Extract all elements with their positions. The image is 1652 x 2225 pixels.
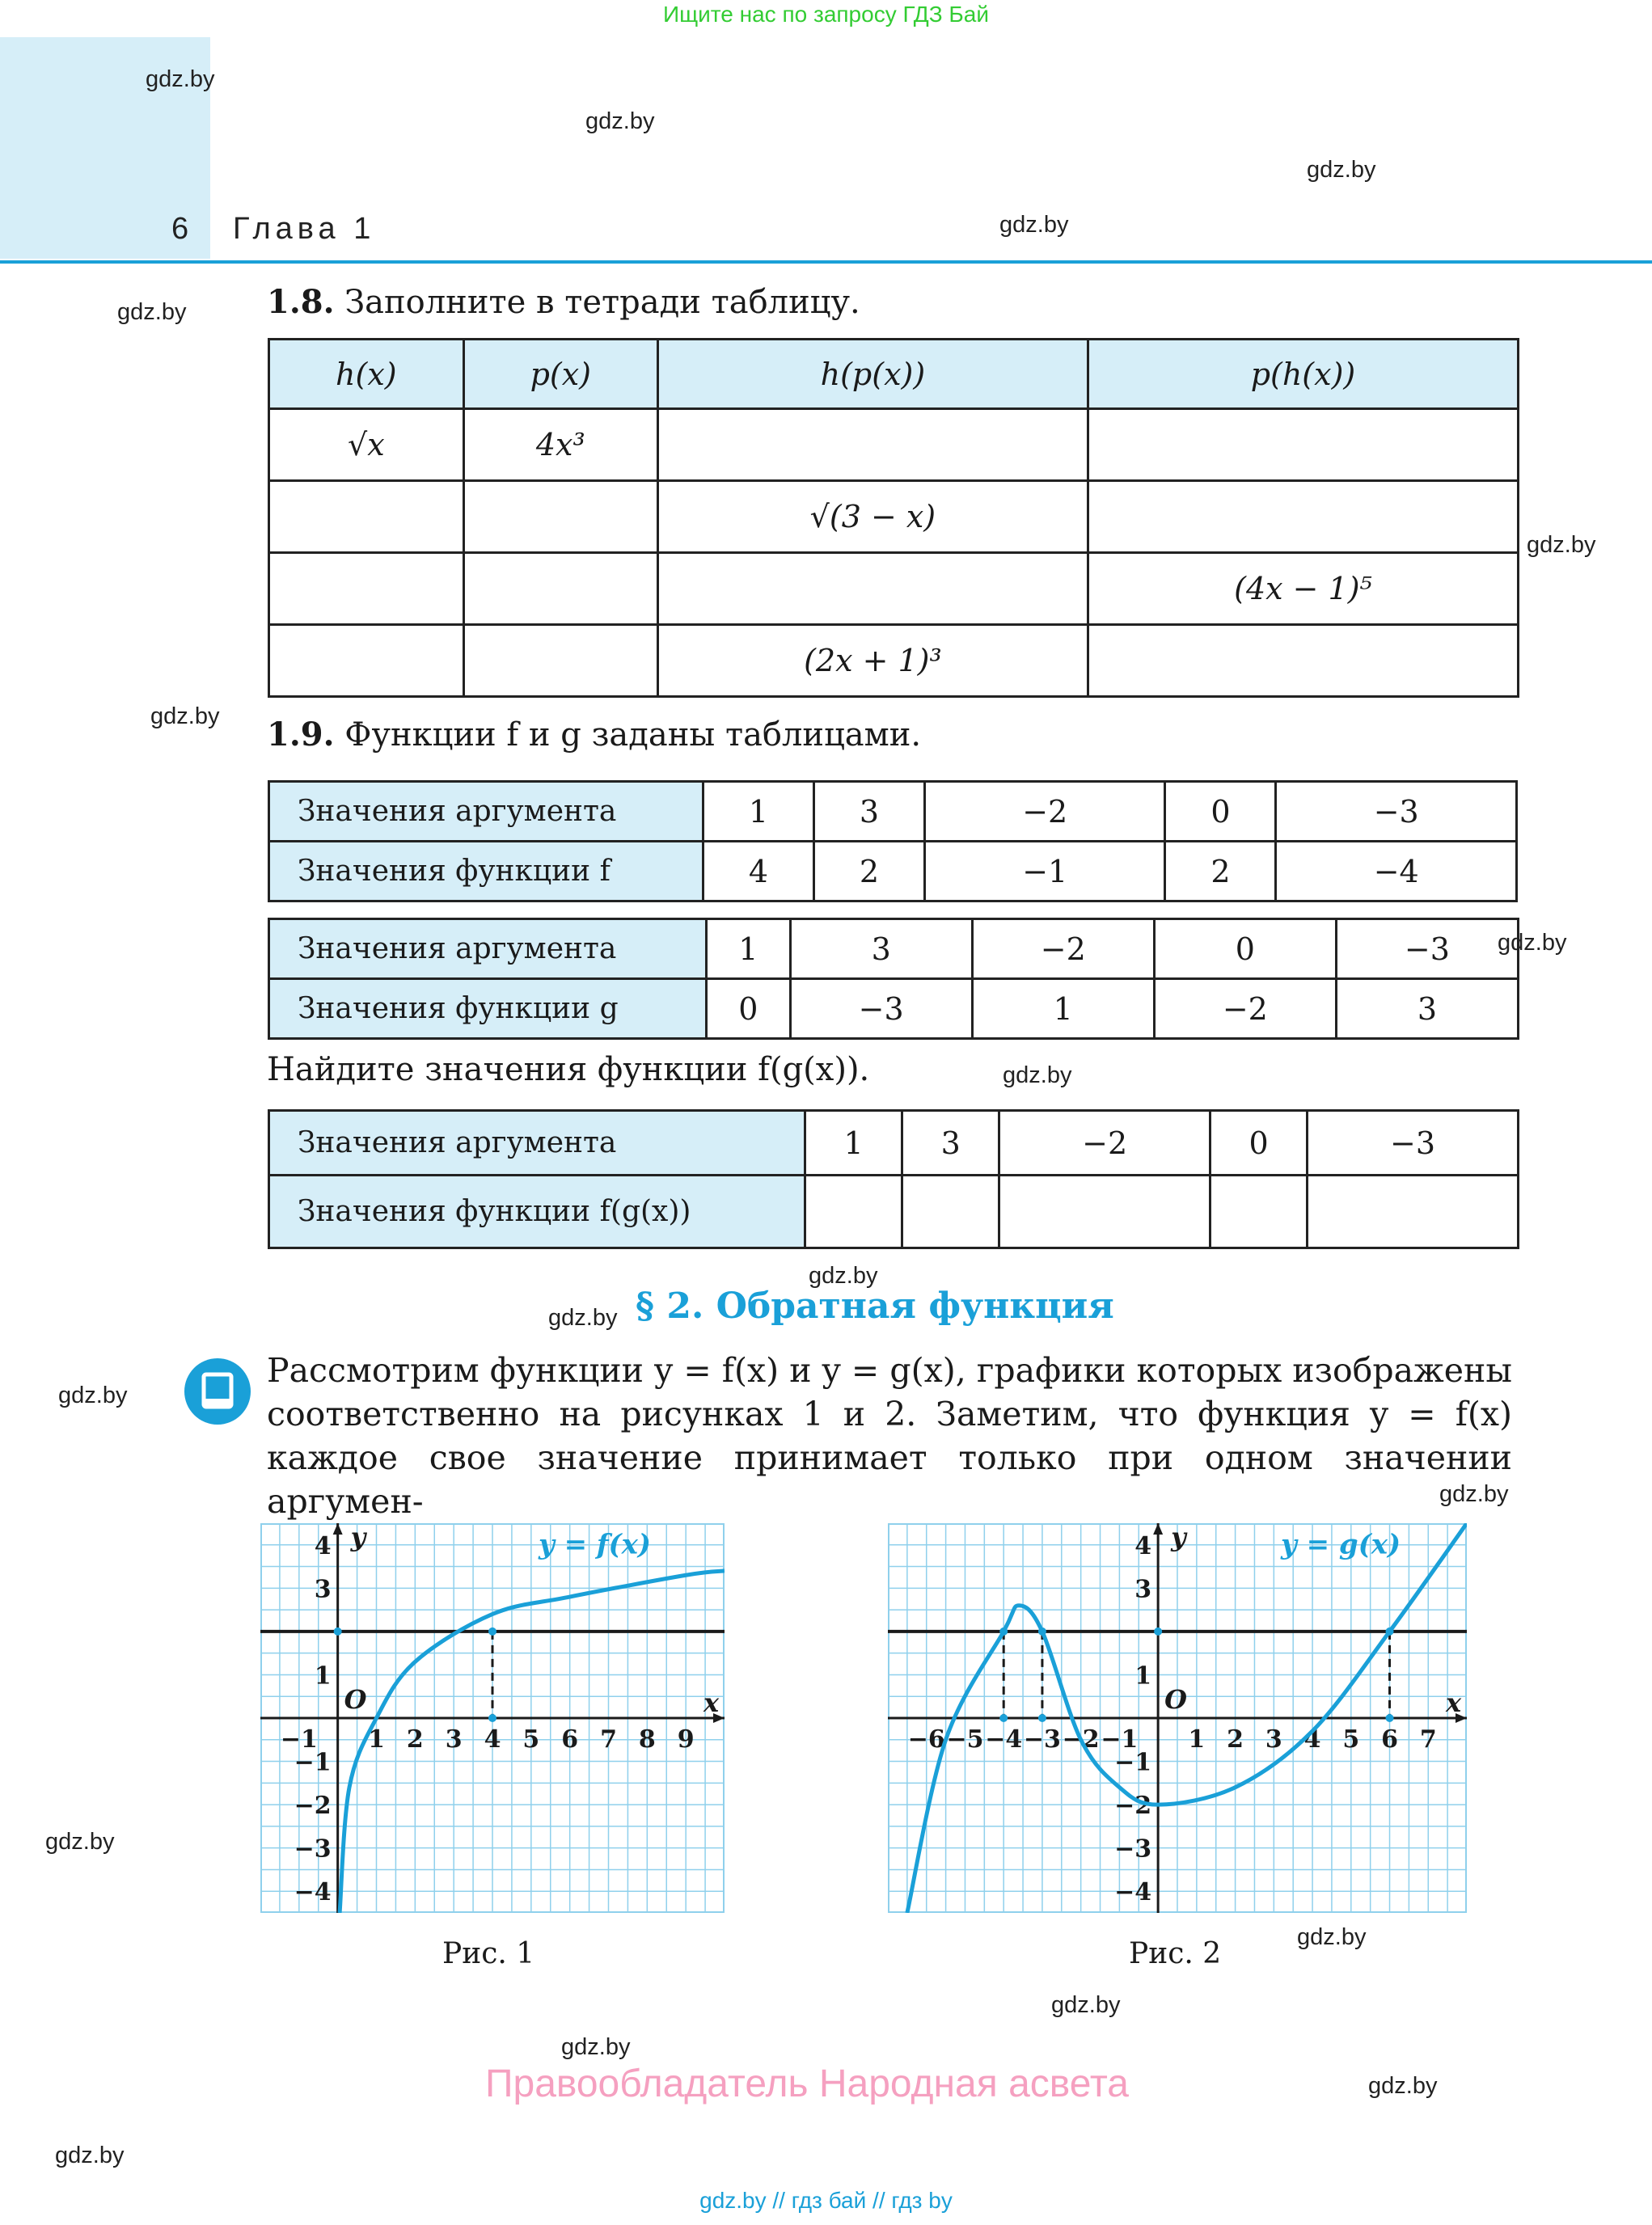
table-cell (463, 553, 657, 625)
table-header: h(x) (269, 340, 464, 409)
series-label: y = f(x) (539, 1528, 651, 1561)
y-tick-label: 1 (314, 1661, 332, 1691)
table-cell: −1 (925, 842, 1165, 901)
header-rule (0, 260, 1652, 264)
copyright-watermark: Правообладатель Народная асвета (485, 2062, 1129, 2105)
table-cell: −2 (999, 1111, 1210, 1176)
watermark: gdz.by (1003, 1062, 1072, 1088)
row-label: Значения аргумента (269, 782, 703, 842)
chapter-title: Глава 1 (233, 212, 376, 246)
table-cell (999, 1176, 1210, 1248)
y-tick-label: −4 (1114, 1878, 1152, 1907)
function-f-table (268, 780, 1518, 902)
x-tick-label: −3 (1023, 1725, 1061, 1754)
y-tick-label: −1 (294, 1748, 332, 1777)
watermark: gdz.by (1498, 930, 1567, 956)
watermark: gdz.by (1051, 1992, 1121, 2018)
figure-caption: Рис. 2 (1129, 1937, 1222, 1970)
watermark: gdz.by (1439, 1481, 1509, 1507)
figure-caption: Рис. 1 (442, 1937, 535, 1970)
table-header: p(x) (463, 340, 657, 409)
x-tick-label: 2 (1227, 1725, 1244, 1754)
axis-point (999, 1714, 1008, 1722)
composition-fg-table (268, 1109, 1519, 1249)
table-cell: −2 (925, 782, 1165, 842)
axis-point (1386, 1714, 1394, 1722)
y-tick-label: −1 (1114, 1748, 1152, 1777)
y-axis-arrow (1153, 1523, 1163, 1535)
table-cell: 1 (805, 1111, 902, 1176)
table-header: p(h(x)) (1088, 340, 1518, 409)
table-cell: 0 (1165, 782, 1276, 842)
table-cell (463, 625, 657, 697)
y-tick-label: 3 (1134, 1575, 1152, 1604)
x-tick-label: 1 (1188, 1725, 1206, 1754)
bottom-watermark: gdz.by // гдз бай // гдз by (699, 2188, 953, 2213)
watermark: gdz.by (585, 108, 655, 134)
table-cell (805, 1176, 902, 1248)
table-cell (657, 553, 1088, 625)
row-label: Значения аргумента (269, 919, 707, 979)
table-cell: 0 (1154, 919, 1336, 979)
table-cell (269, 625, 464, 697)
row-label: Значения функции f(g(x)) (269, 1176, 805, 1248)
y-axis-label: y (350, 1523, 366, 1552)
row-label: Значения функции f (269, 842, 703, 901)
table-cell: −3 (1336, 919, 1518, 979)
x-tick-label: 6 (561, 1725, 579, 1754)
table-cell: 0 (1210, 1111, 1308, 1176)
x-tick-label: −6 (907, 1725, 945, 1754)
table-cell (1308, 1176, 1519, 1248)
table-cell: 2 (1165, 842, 1276, 901)
table-cell: 4x³ (463, 409, 657, 481)
table-cell (1210, 1176, 1308, 1248)
x-tick-label: 9 (677, 1725, 695, 1754)
watermark: gdz.by (1527, 532, 1596, 558)
x-tick-label: 3 (1265, 1725, 1282, 1754)
y-axis-arrow (333, 1523, 343, 1535)
table-cell: −3 (1276, 782, 1517, 842)
x-tick-label: −5 (946, 1725, 984, 1754)
table-cell: 0 (707, 979, 791, 1039)
watermark: gdz.by (150, 703, 220, 729)
watermark: gdz.by (1368, 2073, 1438, 2099)
chart-fig-2 (888, 1523, 1467, 1913)
x-tick-label: 7 (600, 1725, 617, 1754)
composition-table (268, 338, 1519, 698)
watermark: gdz.by (117, 299, 187, 325)
watermark: gdz.by (561, 2034, 631, 2060)
watermark: gdz.by (548, 1305, 618, 1331)
table-cell: −3 (790, 979, 972, 1039)
x-tick-label: 5 (522, 1725, 540, 1754)
book-icon (184, 1358, 251, 1425)
watermark: gdz.by (1307, 157, 1376, 183)
table-cell (269, 481, 464, 553)
task-text: Заполните в тетради таблицу. (344, 284, 860, 321)
task-text: Функции f и g заданы таблицами. (344, 716, 922, 754)
series-label: y = g(x) (1281, 1528, 1401, 1561)
y-tick-label: 1 (1134, 1661, 1152, 1691)
y-tick-label: −3 (1114, 1834, 1152, 1864)
y-tick-label: 3 (314, 1575, 332, 1604)
x-tick-label: 6 (1381, 1725, 1398, 1754)
x-axis-label: x (1446, 1687, 1462, 1718)
watermark: gdz.by (55, 2143, 125, 2168)
table-cell: −2 (972, 919, 1154, 979)
y-tick-label: −3 (294, 1834, 332, 1864)
watermark: gdz.by (146, 66, 215, 92)
y-tick-label: −4 (294, 1878, 332, 1907)
page-number: 6 (171, 212, 189, 246)
table-cell: −4 (1276, 842, 1517, 901)
row-label: Значения аргумента (269, 1111, 805, 1176)
y-axis-label: y (1171, 1523, 1186, 1552)
axis-point (488, 1714, 496, 1722)
table-cell: √x (269, 409, 464, 481)
table-cell: 3 (790, 919, 972, 979)
section-title: § 2. Обратная функция (636, 1286, 1114, 1327)
table-cell: 3 (1336, 979, 1518, 1039)
x-tick-label: −1 (280, 1725, 318, 1754)
table-cell (902, 1176, 999, 1248)
table-cell (1088, 625, 1518, 697)
task-1-8-heading (267, 283, 860, 321)
watermark: gdz.by (45, 1829, 115, 1855)
table-cell (463, 481, 657, 553)
origin-label: O (1164, 1684, 1188, 1715)
table-cell: (4x − 1)⁵ (1088, 553, 1518, 625)
watermark: gdz.by (999, 212, 1069, 238)
task-1-9-heading (267, 716, 921, 754)
table-cell: 1 (707, 919, 791, 979)
origin-label: O (344, 1684, 367, 1715)
table-cell (1088, 409, 1518, 481)
x-tick-label: −2 (1062, 1725, 1100, 1754)
table-cell: 3 (902, 1111, 999, 1176)
table-cell: √(3 − x) (657, 481, 1088, 553)
axis-point (1154, 1628, 1162, 1636)
table-cell: (2x + 1)³ (657, 625, 1088, 697)
x-tick-label: 1 (368, 1725, 385, 1754)
row-label: Значения функции g (269, 979, 707, 1039)
x-tick-label: −1 (1101, 1725, 1139, 1754)
axis-point (334, 1628, 342, 1636)
watermark: gdz.by (58, 1383, 128, 1408)
x-tick-label: 5 (1342, 1725, 1360, 1754)
axis-point (1038, 1714, 1046, 1722)
x-tick-label: 4 (1303, 1725, 1321, 1754)
y-tick-label: −2 (294, 1792, 332, 1821)
function-g-table (268, 918, 1519, 1040)
x-axis-label: x (703, 1687, 720, 1718)
x-tick-label: −4 (985, 1725, 1023, 1754)
task-number: 1.8. (267, 283, 335, 321)
table-cell: 3 (814, 782, 925, 842)
x-tick-label: 2 (406, 1725, 424, 1754)
table-cell: −2 (1154, 979, 1336, 1039)
x-tick-label: 4 (484, 1725, 501, 1754)
top-banner: Ищите нас по запросу ГДЗ Бай (662, 2, 990, 27)
x-tick-label: 8 (638, 1725, 656, 1754)
x-tick-label: 7 (1419, 1725, 1437, 1754)
table-cell (1088, 481, 1518, 553)
table-cell (657, 409, 1088, 481)
task-number: 1.9. (267, 716, 335, 754)
intersection-point (488, 1628, 496, 1636)
watermark: gdz.by (809, 1263, 878, 1289)
chart-fig-1 (260, 1523, 725, 1913)
intro-paragraph: Рассмотрим функции y = f(x) и y = g(x), графики которых изображены соответственно на рисунках 1 и 2. Заметим, что функция y = f(x) каждое свое значение принимает только при одном значении аргумен- (267, 1351, 1512, 1521)
x-tick-label: 3 (445, 1725, 463, 1754)
table-header: h(p(x)) (657, 340, 1088, 409)
y-tick-label: 4 (1134, 1531, 1152, 1560)
table-cell: 1 (703, 782, 814, 842)
y-tick-label: 4 (314, 1531, 332, 1560)
table-cell: 2 (814, 842, 925, 901)
table-cell (269, 553, 464, 625)
watermark: gdz.by (1297, 1924, 1367, 1950)
table-cell: 1 (972, 979, 1154, 1039)
table-cell: 4 (703, 842, 814, 901)
question-text: Найдите значения функции f(g(x)). (267, 1051, 870, 1088)
y-tick-label: −2 (1114, 1792, 1152, 1821)
table-cell: −3 (1308, 1111, 1519, 1176)
